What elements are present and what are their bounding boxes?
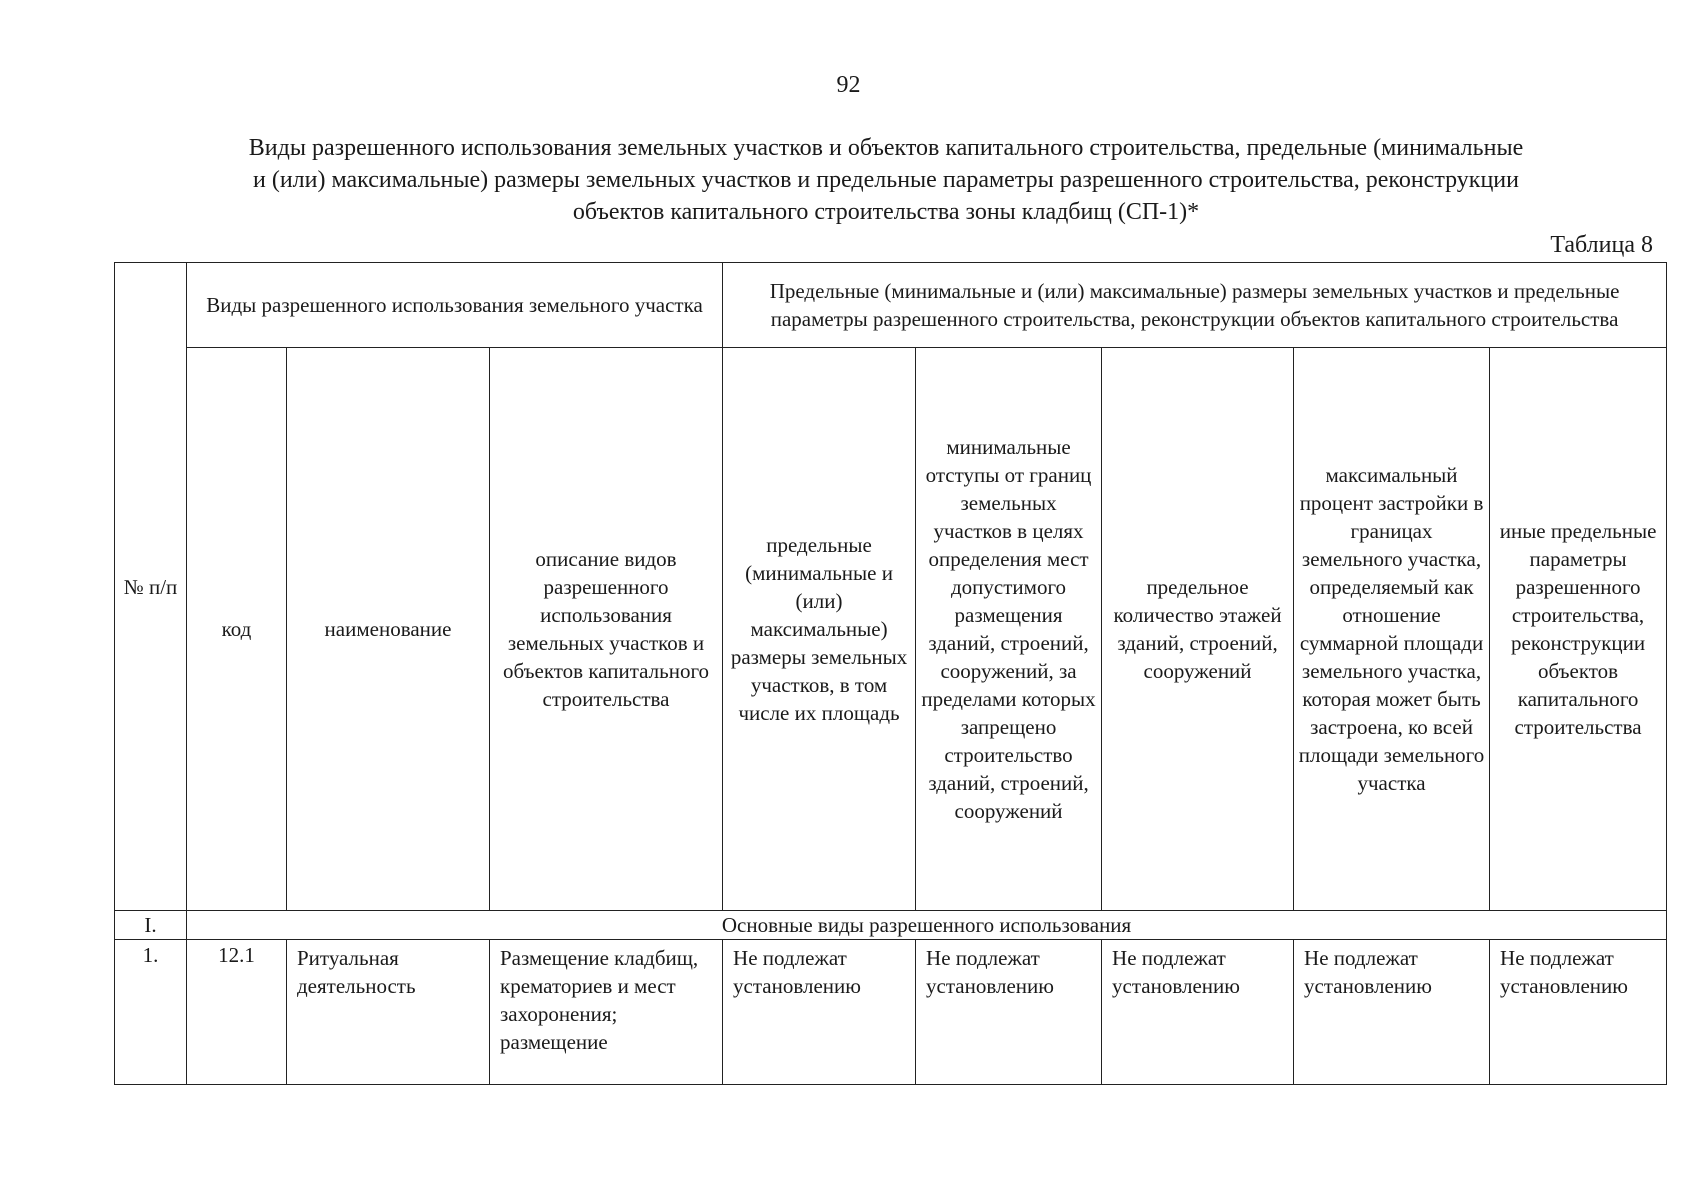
header-code: код [187,348,287,911]
header-num: № п/п [115,263,187,911]
row-code: 12.1 [187,940,287,1085]
header-setbacks: минимальные отступы от границ земельных участков в целях определения мест допустимого размещения зданий, строений, сооружений, за пределами которых запрещено строительство зданий, строений, сооружений [916,348,1102,911]
section-title: Основные виды разрешенного использования [187,911,1667,940]
document-title [116,132,1656,228]
header-row-groups [115,263,1667,348]
title-line: и (или) максимальные) размеры земельных участков и предельные параметры разрешенного строительства, реконструкции [253,167,1519,193]
header-row-columns [115,348,1667,911]
title-line: объектов капитального строительства зоны кладбищ (СП-1)* [572,199,1200,225]
zoning-table [114,262,1667,1085]
header-description: описание видов разрешенного использования земельных участков и объектов капитального строительства [490,348,723,911]
row-num: 1. [115,940,187,1085]
section-row [115,911,1667,940]
table-label: Таблица 8 [1550,232,1653,258]
table-row [115,940,1667,1085]
title-line: Виды разрешенного использования земельных участков и объектов капитального строительства, предельные (минимальные [248,135,1524,161]
row-sizes: Не подлежат установлению [723,940,916,1085]
header-sizes: предельные (минимальные и (или) максимальные) размеры земельных участков, в том числе их площадь [723,348,916,911]
header-floors: предельное количество этажей зданий, строений, сооружений [1102,348,1294,911]
header-group-params: Предельные (минимальные и (или) максимальные) размеры земельных участков и предельные параметры разрешенного строительства, реконструкции объектов капитального строительства [723,263,1667,348]
row-description: Размещение кладбищ, крематориев и мест захоронения; размещение [490,940,723,1085]
row-floors: Не подлежат установлению [1102,940,1294,1085]
row-other: Не подлежат установлению [1490,940,1667,1085]
header-coverage: максимальный процент застройки в границах земельного участка, определяемый как отношение суммарной площади земельного участка, которая может быть застроена, ко всей площади земельного участка [1294,348,1490,911]
header-group-uses: Виды разрешенного использования земельного участка [187,263,723,348]
header-other: иные предельные параметры разрешенного строительства, реконструкции объектов капитального строительства [1490,348,1667,911]
row-setbacks: Не подлежат установлению [916,940,1102,1085]
header-name: наименование [287,348,490,911]
page-number: 92 [836,72,861,98]
section-num: I. [115,911,187,940]
row-coverage: Не подлежат установлению [1294,940,1490,1085]
row-name: Ритуальная деятельность [287,940,490,1085]
